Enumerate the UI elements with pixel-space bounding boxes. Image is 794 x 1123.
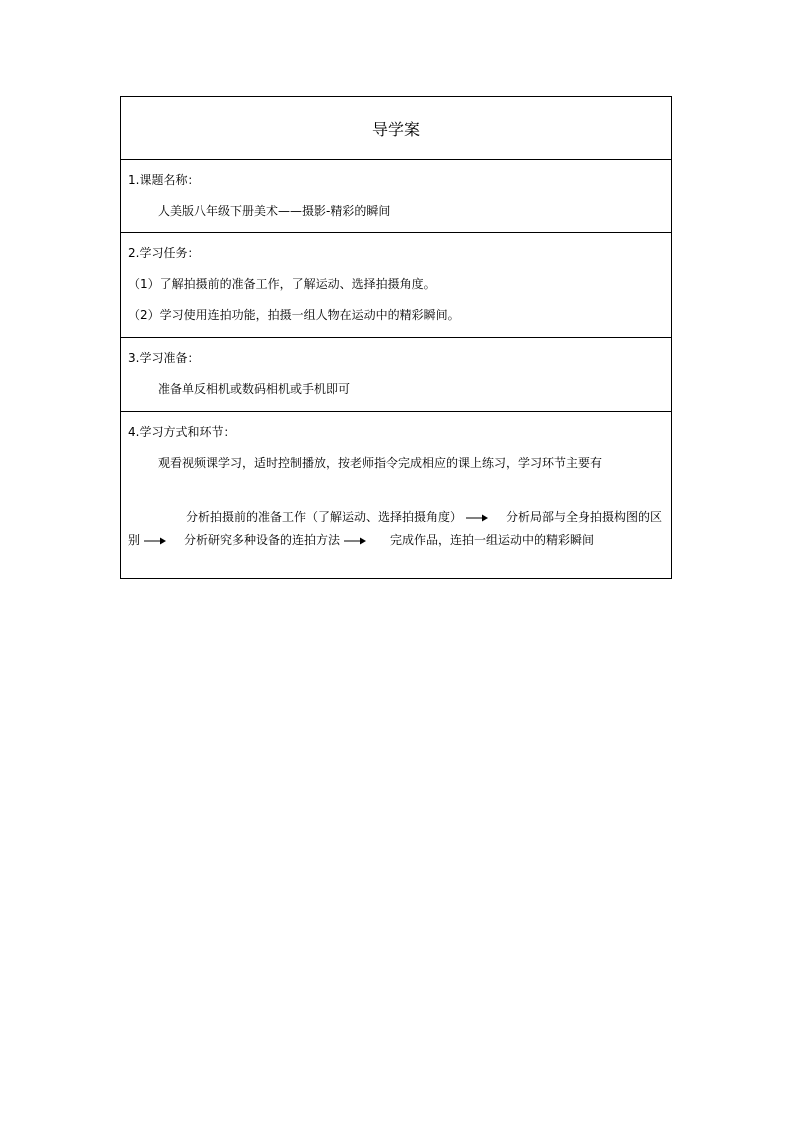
section-heading: 2.学习任务：: [128, 246, 200, 260]
section-course-name: [121, 160, 671, 233]
page-title: 导学案: [371, 120, 420, 139]
arrow-right-icon: [344, 536, 366, 546]
arrow-right-icon: [466, 513, 488, 523]
section-learning-tasks: [121, 233, 671, 338]
section-methods: [121, 412, 671, 578]
step-text: 完成作品，连拍一组运动中的精彩瞬间: [390, 533, 595, 547]
step-text: 分析局部与全身拍摄构图的区别: [128, 510, 663, 547]
task-item: （1）了解拍摄前的准备工作，了解运动、选择拍摄角度。: [128, 277, 436, 291]
arrow-right-icon: [144, 536, 166, 546]
step-text: 分析研究多种设备的连拍方法: [184, 533, 341, 547]
section-heading: 1.课题名称：: [128, 173, 200, 187]
course-name-text: 人美版八年级下册美术——摄影-精彩的瞬间: [158, 204, 391, 218]
section-preparation: [121, 338, 671, 412]
title-row: [121, 97, 671, 160]
task-item: （2）学习使用连拍功能，拍摄一组人物在运动中的精彩瞬间。: [128, 308, 460, 322]
section-heading: 4.学习方式和环节：: [128, 425, 236, 439]
methods-intro: 观看视频课学习，适时控制播放，按老师指令完成相应的课上练习，学习环节主要有: [158, 456, 603, 470]
section-heading: 3.学习准备：: [128, 351, 200, 365]
preparation-text: 准备单反相机或数码相机或手机即可: [158, 382, 351, 396]
methods-steps: [128, 506, 668, 552]
guide-table: [120, 96, 672, 579]
step-text: 分析拍摄前的准备工作（了解运动、选择拍摄角度）: [186, 510, 463, 524]
